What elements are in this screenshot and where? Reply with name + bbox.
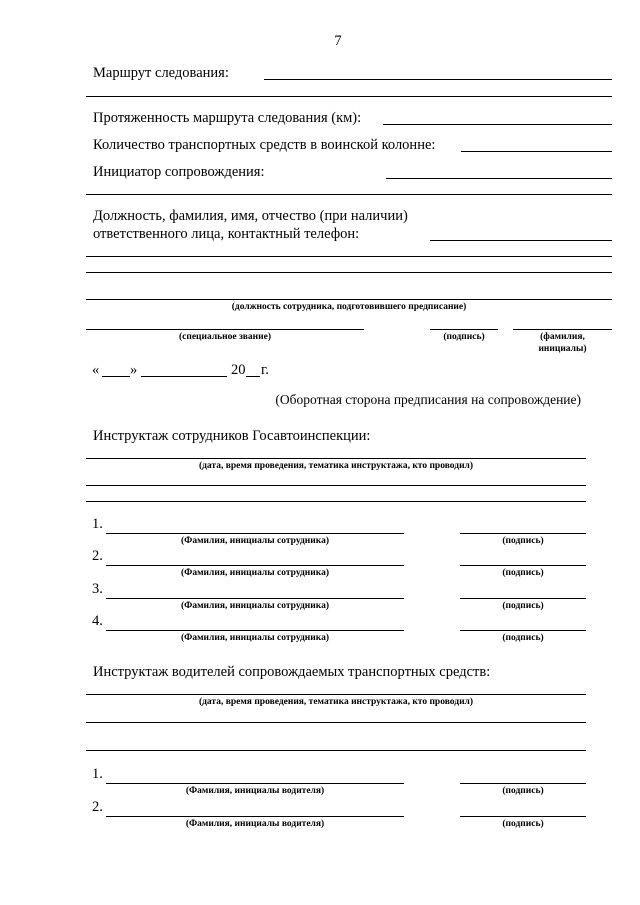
date-year-suffix: г.: [261, 362, 269, 378]
drivers-briefing-caption: (дата, время проведения, тематика инструктажа, кто проводил): [198, 697, 474, 707]
officer-signature-caption: (подпись): [502, 601, 544, 611]
date-day-field[interactable]: [102, 376, 130, 377]
responsible-label-line1: Должность, фамилия, имя, отчество (при наличии): [93, 208, 408, 224]
route-label: Маршрут следования:: [93, 65, 229, 81]
responsible-field-line3[interactable]: [86, 272, 612, 273]
officer-signature-caption: (подпись): [502, 536, 544, 546]
driver-signature-caption: (подпись): [502, 819, 544, 829]
officer-name-caption: (Фамилия, инициалы сотрудника): [181, 601, 329, 611]
officers-briefing-field-line3[interactable]: [86, 501, 586, 502]
officer-name-caption: (Фамилия, инициалы сотрудника): [181, 568, 329, 578]
position-caption: (должность сотрудника, подготовившего предписание): [231, 302, 467, 312]
officers-briefing-title: Инструктаж сотрудников Госавтоинспекции:: [93, 428, 371, 444]
route-length-label: Протяженность маршрута следования (км):: [93, 110, 362, 126]
officers-briefing-caption: (дата, время проведения, тематика инструктажа, кто проводил): [198, 461, 474, 471]
officer-signature-field[interactable]: [460, 630, 586, 631]
driver-name-field[interactable]: [106, 783, 404, 784]
vehicle-count-field[interactable]: [461, 151, 612, 152]
responsible-field-line2[interactable]: [86, 256, 612, 257]
signature-field[interactable]: [430, 329, 498, 330]
officer-row-number: 1.: [92, 516, 103, 532]
driver-row-number: 2.: [92, 799, 103, 815]
officer-row-number: 3.: [92, 581, 103, 597]
driver-name-caption: (Фамилия, инициалы водителя): [185, 819, 325, 829]
officer-row-number: 2.: [92, 548, 103, 564]
initiator-field[interactable]: [386, 178, 612, 179]
driver-row-number: 1.: [92, 766, 103, 782]
date-year-field[interactable]: [246, 376, 260, 377]
drivers-briefing-title: Инструктаж водителей сопровождаемых транспортных средств:: [93, 664, 491, 680]
route-field[interactable]: [264, 79, 612, 80]
vehicle-count-label: Количество транспортных средств в воинской колонне:: [93, 137, 436, 153]
position-field[interactable]: [86, 299, 612, 300]
driver-signature-caption: (подпись): [502, 786, 544, 796]
initiator-field-continuation[interactable]: [86, 194, 612, 195]
officer-signature-caption: (подпись): [502, 568, 544, 578]
driver-signature-field[interactable]: [460, 783, 586, 784]
officers-briefing-field[interactable]: [86, 458, 586, 459]
officer-name-field[interactable]: [106, 630, 404, 631]
officer-name-field[interactable]: [106, 565, 404, 566]
officer-name-caption: (Фамилия, инициалы сотрудника): [181, 633, 329, 643]
driver-name-field[interactable]: [106, 816, 404, 817]
officer-signature-caption: (подпись): [502, 633, 544, 643]
reverse-side-note: (Оборотная сторона предписания на сопровождение): [275, 392, 581, 407]
date-year-prefix: 20: [231, 362, 246, 378]
rank-caption: (специальное звание): [178, 332, 272, 342]
initiator-label: Инициатор сопровождения:: [93, 164, 265, 180]
officer-name-caption: (Фамилия, инициалы сотрудника): [181, 536, 329, 546]
route-length-field[interactable]: [383, 124, 612, 125]
officer-signature-field[interactable]: [460, 533, 586, 534]
rank-field[interactable]: [86, 329, 364, 330]
drivers-briefing-field-line2[interactable]: [86, 722, 586, 723]
page-number: 7: [334, 33, 342, 49]
name-caption-line1: (фамилия,: [540, 332, 585, 342]
responsible-label-line2: ответственного лица, контактный телефон:: [93, 226, 360, 242]
name-caption-line2: инициалы): [538, 344, 587, 354]
driver-signature-field[interactable]: [460, 816, 586, 817]
officer-name-field[interactable]: [106, 533, 404, 534]
officer-signature-field[interactable]: [460, 598, 586, 599]
officers-briefing-field-line2[interactable]: [86, 485, 586, 486]
officer-name-field[interactable]: [106, 598, 404, 599]
officer-signature-field[interactable]: [460, 565, 586, 566]
officer-row-number: 4.: [92, 613, 103, 629]
driver-name-caption: (Фамилия, инициалы водителя): [185, 786, 325, 796]
responsible-field[interactable]: [430, 240, 612, 241]
date-close-quote: »: [130, 362, 138, 378]
date-open-quote: «: [92, 362, 100, 378]
route-field-continuation[interactable]: [86, 96, 612, 97]
date-month-field[interactable]: [141, 376, 227, 377]
signature-caption: (подпись): [443, 332, 485, 342]
name-initials-field[interactable]: [513, 329, 612, 330]
drivers-briefing-field-line3[interactable]: [86, 750, 586, 751]
drivers-briefing-field[interactable]: [86, 694, 586, 695]
